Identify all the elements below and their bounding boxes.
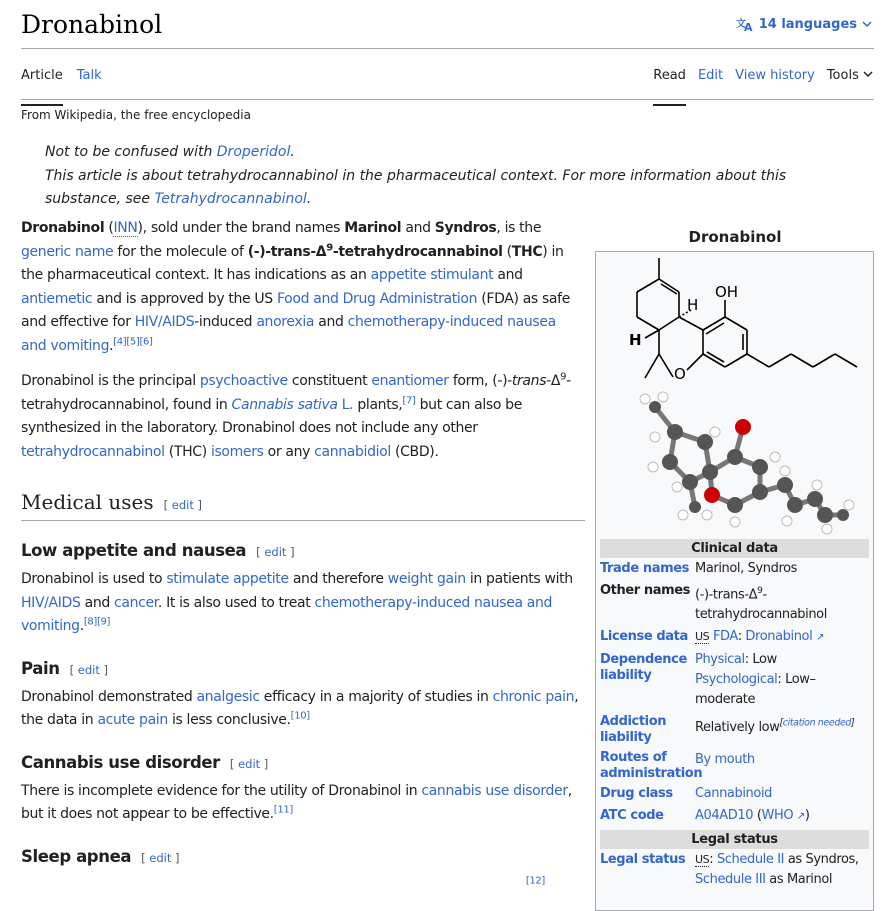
carbon-atom: [702, 464, 718, 480]
stimulate-appetite-link[interactable]: stimulate appetite: [166, 571, 289, 587]
hydrogen-atom: [782, 516, 792, 526]
infobox-row-legal-status: [600, 849, 869, 891]
superscript: 9: [326, 241, 333, 253]
psychoactive-link[interactable]: psychoactive: [199, 373, 288, 389]
generic-name-link[interactable]: generic name: [21, 243, 114, 260]
namespace-tabs: [21, 68, 102, 106]
citation-needed-link[interactable]: citation needed: [782, 718, 852, 729]
text: ) in the pharmaceutical context. It has indications as an: [21, 243, 564, 283]
schedule-ii-link[interactable]: Schedule II: [716, 852, 785, 868]
carbon-atom: [727, 449, 743, 465]
atc-value: [695, 806, 869, 827]
inn-link[interactable]: INN: [113, 220, 138, 236]
carbon-atom: [752, 484, 768, 500]
hatnote-text: .: [306, 191, 312, 207]
other-names-label: Other names: [600, 583, 691, 598]
link-text: WHO: [761, 808, 794, 824]
text: : Low–moderate: [695, 672, 816, 708]
infobox: [595, 251, 874, 911]
by-mouth-link[interactable]: By mouth: [695, 752, 755, 768]
edit-link[interactable]: edit: [238, 756, 261, 771]
translate-icon: [736, 16, 754, 32]
superscript: 9: [757, 586, 763, 596]
carbon-atom: [689, 501, 701, 513]
carbon-atom: [727, 497, 743, 513]
text: -Δ: [546, 373, 561, 389]
routes-label-link[interactable]: Routes of administration: [600, 750, 703, 782]
sleep-paragraph: [21, 874, 585, 898]
text: form, (-)-: [448, 373, 512, 389]
reference-link[interactable]: [7]: [402, 394, 416, 406]
section-edit: [ edit ]: [163, 498, 203, 512]
tab-view-history[interactable]: View history: [735, 68, 815, 83]
tools-label: Tools: [826, 68, 859, 83]
hydrogen-atom: [648, 462, 658, 472]
external-link-icon: ↗: [816, 632, 825, 644]
hiv-aids-link[interactable]: HIV/AIDS: [21, 594, 81, 611]
droperidol-link[interactable]: Droperidol: [216, 144, 291, 160]
physical-dependence-link[interactable]: Physical: [695, 652, 745, 668]
drug-class-value: [695, 784, 869, 804]
isomers-link[interactable]: isomers: [210, 443, 264, 460]
infobox-row-dependence: [600, 649, 869, 711]
text: as Syndros,: [784, 852, 859, 868]
who-external-link[interactable]: [762, 808, 805, 823]
section-edit: [ edit ]: [141, 850, 180, 865]
view-tabs: [653, 68, 873, 106]
tagline: From Wikipedia, the free encyclopedia: [21, 108, 251, 122]
text: and: [401, 220, 435, 236]
hydrogen-atom: [844, 500, 854, 510]
atc-code-label-link[interactable]: ATC code: [600, 808, 664, 824]
text: -induced: [194, 314, 257, 330]
carbon-atom: [649, 401, 661, 413]
carbon-atom: [837, 509, 849, 521]
oxygen-atom: [704, 487, 720, 503]
tab-read[interactable]: Read: [653, 68, 686, 106]
edit-link[interactable]: edit: [171, 498, 194, 512]
hydrogen-atom: [822, 524, 832, 534]
language-count: 14 languages: [758, 16, 857, 32]
infobox-title: Dronabinol: [688, 228, 782, 246]
heading-text: Pain: [21, 658, 60, 678]
title-divider: [21, 48, 874, 49]
heading-text: Cannabis use disorder: [21, 752, 220, 772]
text: . It is also used to treat: [157, 594, 315, 611]
svg-text:A: A: [743, 21, 753, 32]
carbon-atom: [807, 491, 823, 507]
us-abbrev: US: [695, 853, 710, 867]
text: Relatively low: [695, 720, 780, 736]
text: constituent: [287, 373, 372, 389]
link-text: L.: [337, 396, 354, 413]
text: and: [493, 267, 523, 283]
license-data-label-link[interactable]: License data: [600, 629, 688, 645]
oxygen-label: O: [673, 365, 686, 383]
subheading-appetite: [21, 541, 585, 560]
reference-link[interactable]: [11]: [273, 804, 293, 816]
hatnote: [45, 141, 845, 212]
hydrogen-atom: [650, 432, 660, 442]
hydrogen-atom: [770, 452, 780, 462]
infobox-row-trade-names: [600, 558, 869, 580]
hatnote-text: Not to be confused with: [45, 144, 217, 160]
infobox-row-atc: [600, 805, 869, 828]
infobox-row-other-names: [600, 580, 869, 626]
edit-link[interactable]: edit: [77, 662, 100, 677]
anorexia-link[interactable]: anorexia: [256, 314, 315, 330]
citation-needed: [citation needed]: [779, 718, 855, 729]
text: , is the: [496, 220, 542, 236]
cannabis-sativa-link[interactable]: [232, 397, 354, 413]
hydrogen-atom: [658, 392, 668, 402]
text: and therefore: [288, 571, 388, 587]
drug-class-label-link[interactable]: Drug class: [600, 786, 673, 802]
text: (: [104, 220, 114, 236]
section-heading-medical-uses: [21, 490, 585, 521]
text: (: [753, 808, 762, 824]
hydrogen-atom: [812, 480, 822, 490]
atc-code-link[interactable]: A04AD10: [695, 808, 754, 824]
carbon-atom: [817, 507, 833, 523]
hatnote-line-1: [45, 141, 845, 165]
hiv-aids-link[interactable]: HIV/AIDS: [134, 314, 195, 330]
text: -tetrahydrocannabinol, found in: [21, 373, 571, 413]
us-abbrev: US: [695, 630, 710, 644]
text: :: [737, 629, 746, 645]
trade-names-value: Marinol, Syndros: [695, 561, 798, 576]
link-text: Dronabinol: [745, 629, 813, 645]
edit-link[interactable]: edit: [149, 850, 172, 865]
section-edit: [ edit ]: [69, 662, 108, 677]
appetite-paragraph: [21, 568, 585, 639]
skeletal-formula-image[interactable]: [605, 252, 865, 387]
text: plants,: [353, 396, 403, 413]
intro-paragraph-1: [21, 217, 585, 358]
carbon-atom: [682, 474, 698, 490]
fda-link[interactable]: FDA: [712, 629, 738, 645]
enantiomer-link[interactable]: enantiomer: [371, 373, 449, 389]
chronic-pain-link[interactable]: chronic pain: [492, 688, 575, 705]
subheading-cannabis-use-disorder: [21, 753, 585, 772]
appetite-stimulant-link[interactable]: appetite stimulant: [370, 267, 494, 283]
text: (FDA) as safe and effective for: [21, 290, 570, 330]
cinv-link[interactable]: chemotherapy-induced nausea and vomiting: [21, 314, 556, 354]
cannabis-use-disorder-link[interactable]: cannabis use disorder: [421, 782, 568, 799]
cancer-link[interactable]: cancer: [114, 594, 158, 611]
heading-text: Sleep apnea: [21, 846, 132, 866]
routes-value: [695, 748, 869, 782]
text: -tetrahydrocannabinol: [695, 587, 827, 623]
text: Dronabinol is used to: [21, 571, 167, 587]
superscript: 9: [560, 371, 567, 383]
reference-link[interactable]: [10]: [290, 710, 310, 722]
text: , but it does not appear to be effective.: [21, 782, 572, 822]
heading-text: Medical uses: [21, 490, 154, 514]
edit-link[interactable]: edit: [264, 545, 287, 559]
cinv-link[interactable]: chemotherapy-induced nausea and vomiting: [21, 594, 553, 634]
hatnote-line-2: [45, 165, 845, 212]
text: efficacy in a majority of studies in: [259, 688, 493, 705]
hydrogen-atom: [678, 510, 688, 520]
hydrogen-atom: [702, 510, 712, 520]
thc-formula: [247, 241, 503, 260]
legal-status-value: [695, 850, 869, 890]
addiction-label-link[interactable]: Addiction liability: [600, 714, 667, 746]
tab-article[interactable]: Article: [21, 68, 63, 106]
hatnote-text: .: [290, 144, 295, 160]
language-button[interactable]: [736, 16, 872, 32]
reference-link[interactable]: [12]: [525, 874, 545, 886]
section-edit: [ edit ]: [256, 545, 295, 559]
brand-marinol: Marinol: [344, 220, 402, 236]
text: ): [804, 808, 810, 824]
carbon-atom: [787, 497, 803, 513]
text: (CBD).: [390, 443, 439, 460]
schedule-iii-link[interactable]: Schedule III: [695, 872, 766, 888]
text: as Marinol: [765, 872, 833, 888]
hydrogen-label: H: [628, 331, 642, 349]
text: ), sold under the brand names: [137, 220, 345, 236]
psychological-dependence-link[interactable]: Psychological: [695, 672, 778, 688]
article-body: [21, 217, 585, 909]
heading-text: Low appetite and nausea: [21, 541, 247, 560]
cannabidiol-link[interactable]: cannabidiol: [314, 443, 391, 460]
text: : Low: [744, 652, 777, 668]
acute-pain-link[interactable]: acute pain: [97, 712, 168, 728]
dependence-label-link[interactable]: Dependence liability: [600, 652, 687, 684]
legal-status-label-link[interactable]: Legal status: [600, 852, 686, 868]
antiemetic-link[interactable]: antiemetic: [21, 290, 93, 307]
chevron-down-icon: [862, 19, 872, 29]
hatnote-text: This article is about tetrahydrocannabinol in the pharmaceutical context. For more information about this substance, see: [45, 167, 787, 207]
external-link-icon: ↗: [796, 811, 805, 823]
hydroxyl-label: OH: [714, 283, 738, 301]
reference-link[interactable]: [8][9]: [83, 616, 111, 628]
thc-link[interactable]: tetrahydrocannabinol: [21, 443, 165, 460]
subheading-sleep-apnea: [21, 847, 585, 866]
text: -tetrahydrocannabinol: [332, 243, 503, 260]
pain-paragraph: [21, 686, 585, 733]
text: is less conclusive.: [167, 712, 291, 728]
infobox-row-routes: [600, 747, 869, 783]
text: but can also be synthesized in the laboratory. Dronabinol does not include any other: [21, 396, 522, 436]
text: , the data in: [21, 688, 579, 728]
weight-gain-link[interactable]: weight gain: [387, 571, 466, 587]
text: (-)-trans-Δ: [695, 587, 758, 603]
infobox-row-license: [600, 626, 869, 649]
tab-edit[interactable]: Edit: [697, 68, 724, 83]
infobox-header-legal: Legal status: [600, 830, 869, 849]
section-edit: [ edit ]: [229, 756, 269, 771]
page-title: Dronabinol: [21, 10, 163, 39]
text: (THC): [164, 443, 211, 460]
chevron-down-icon: [863, 69, 873, 79]
hydrogen-label: H: [686, 296, 698, 314]
fda-dronabinol-external-link[interactable]: [745, 629, 824, 644]
trade-names-label-link[interactable]: Trade names: [600, 561, 689, 576]
intro-paragraph-2: [21, 370, 585, 464]
reference-link[interactable]: [4][5][6]: [113, 335, 153, 347]
text: and: [314, 314, 348, 330]
carbon-atom: [777, 477, 793, 493]
text: (: [502, 243, 512, 260]
cud-paragraph: [21, 780, 585, 827]
text-italic: trans: [511, 373, 547, 389]
analgesic-link[interactable]: analgesic: [196, 688, 260, 705]
other-names-value: [695, 581, 869, 625]
oxygen-atom: [735, 419, 751, 435]
tab-divider: [21, 99, 874, 100]
carbon-atom: [667, 424, 683, 440]
license-value: [695, 627, 869, 648]
text: (-)-trans-Δ: [247, 243, 327, 260]
carbon-atom: [697, 434, 713, 450]
hydrogen-atom: [780, 466, 790, 476]
text: and is approved by the US: [92, 290, 277, 307]
text: .: [79, 618, 84, 634]
text: for the molecule of: [113, 243, 248, 260]
svg-text:文: 文: [735, 19, 746, 30]
hydrogen-atom: [710, 427, 720, 437]
text: in patients with: [465, 571, 573, 587]
infobox-row-addiction: [600, 711, 869, 747]
link-text: Cannabis sativa: [231, 396, 338, 413]
hydrogen-atom: [730, 517, 740, 527]
infobox-row-drug-class: [600, 783, 869, 805]
text: .: [109, 337, 114, 354]
tab-talk[interactable]: Talk: [76, 68, 102, 83]
text: Dronabinol is the principal: [21, 373, 200, 389]
addiction-value: [695, 712, 869, 746]
text: There is incomplete evidence for the utility of Dronabinol in: [21, 782, 422, 799]
text: :: [709, 852, 717, 868]
text: or any: [263, 443, 315, 460]
dependence-value: [695, 650, 869, 710]
carbon-atom: [752, 459, 768, 475]
fda-link[interactable]: Food and Drug Administration: [276, 290, 478, 307]
hydrogen-atom: [672, 482, 682, 492]
ball-and-stick-model-image[interactable]: [615, 387, 855, 537]
hydrogen-atom: [640, 394, 650, 404]
subheading-pain: [21, 659, 585, 678]
thc-article-link[interactable]: Tetrahydrocannabinol: [154, 191, 307, 207]
cannabinoid-link[interactable]: Cannabinoid: [695, 786, 773, 802]
tools-menu[interactable]: [827, 68, 873, 106]
lead-term: Dronabinol: [21, 220, 105, 236]
thc-abbrev: THC: [511, 243, 543, 260]
text: and: [80, 594, 115, 611]
text: Dronabinol demonstrated: [21, 688, 197, 705]
infobox-header-clinical: Clinical data: [600, 539, 869, 558]
carbon-atom: [662, 454, 678, 470]
brand-syndros: Syndros: [434, 220, 497, 236]
